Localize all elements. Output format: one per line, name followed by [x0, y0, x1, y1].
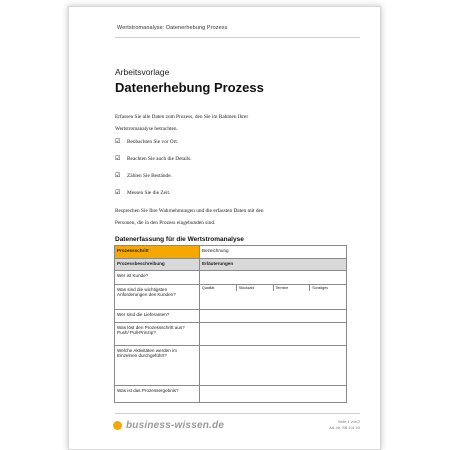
row-label: Welche Aktivitäten werden im Einzelnen durchgeführt?: [115, 346, 200, 386]
row-label: Was löst den Prozessschritt aus? Push/ Pull-Prinzip?: [115, 323, 200, 346]
table-row: [115, 271, 347, 285]
row-label: Wer sind die Lieferanten?: [115, 310, 200, 323]
logo-dot-icon: [113, 421, 122, 430]
checklist: [115, 139, 192, 207]
input-cell[interactable]: [200, 323, 347, 346]
checklist-item: [115, 173, 192, 190]
checked-box-icon: ☑: [115, 190, 121, 196]
running-header: Wertstromanalyse: Datenerhebung Prozess: [117, 25, 228, 31]
row-label: Prozessbeschreibung: [115, 259, 200, 271]
logo-text: business-wissen.de: [126, 420, 225, 431]
outro-paragraph: [115, 205, 365, 229]
subcell-other[interactable]: Sonstiges: [309, 285, 346, 291]
table-row: [115, 386, 347, 403]
input-cell[interactable]: [200, 271, 347, 285]
subcell-quality[interactable]: Qualität: [202, 286, 215, 290]
page-info: [329, 419, 360, 431]
input-cell[interactable]: [200, 346, 347, 386]
outro-line: Personen, die in den Prozess eingebunden sind.: [115, 220, 216, 226]
article-number: Art.-Nr. SB 101 03: [329, 426, 360, 430]
intro-line: Erfassen Sie alle Daten zum Prozess, den Sie im Rahmen Ihrer: [115, 114, 249, 120]
table-row: [115, 323, 347, 346]
table-title: Datenerfassung für die Wertstromanalyse: [115, 236, 244, 243]
subcell-quantity[interactable]: Stückzahl: [236, 285, 273, 291]
checklist-item: [115, 139, 192, 156]
row-label: Was ist das Prozessergebnis?: [115, 386, 200, 403]
row-label: Wer ist Kunde?: [115, 271, 200, 285]
input-cell[interactable]: [200, 310, 347, 323]
data-collection-table: [114, 245, 347, 403]
table-row: [115, 310, 347, 323]
checked-box-icon: ☑: [115, 173, 121, 179]
subcell-dates[interactable]: Termine: [273, 285, 310, 291]
table-row: [115, 246, 347, 259]
table-row: [115, 259, 347, 271]
footer-divider: [115, 413, 360, 414]
document-title: Datenerhebung Prozess: [115, 80, 264, 95]
outro-line: Besprechen Sie Ihre Wahrnehmungen und die erfassten Daten mit den: [115, 208, 264, 214]
checked-box-icon: ☑: [115, 156, 121, 162]
intro-line: Wertstromanalyse betrachten.: [115, 126, 178, 132]
requirements-cell: [200, 285, 347, 310]
header-divider: [115, 37, 360, 38]
checklist-item-label: Zählen Sie Bestände.: [127, 173, 172, 179]
brand-logo: [113, 420, 224, 431]
row-label: Prozessschritt: [115, 246, 200, 259]
page-number: Seite 1 von 2: [337, 420, 360, 424]
checklist-item-label: Beobachten Sie vor Ort.: [127, 139, 179, 145]
intro-paragraph: [115, 111, 365, 135]
checklist-item-label: Messen Sie die Zeit.: [127, 190, 171, 196]
checklist-item-label: Beachten Sie auch die Details.: [127, 156, 192, 162]
checklist-item: [115, 156, 192, 173]
document-page: [68, 6, 381, 450]
row-label: Was sind die wichtigsten Anforderungen des Kunden?: [115, 285, 200, 310]
checked-box-icon: ☑: [115, 139, 121, 145]
table-row: [115, 285, 347, 310]
document-subtitle: Arbeitsvorlage: [115, 67, 170, 77]
requirements-subcells: [200, 285, 346, 291]
row-value[interactable]: Erläuterungen: [200, 259, 347, 271]
table-row: [115, 346, 347, 386]
input-cell[interactable]: [200, 386, 347, 403]
row-value[interactable]: Bezeichnung: [200, 246, 347, 259]
